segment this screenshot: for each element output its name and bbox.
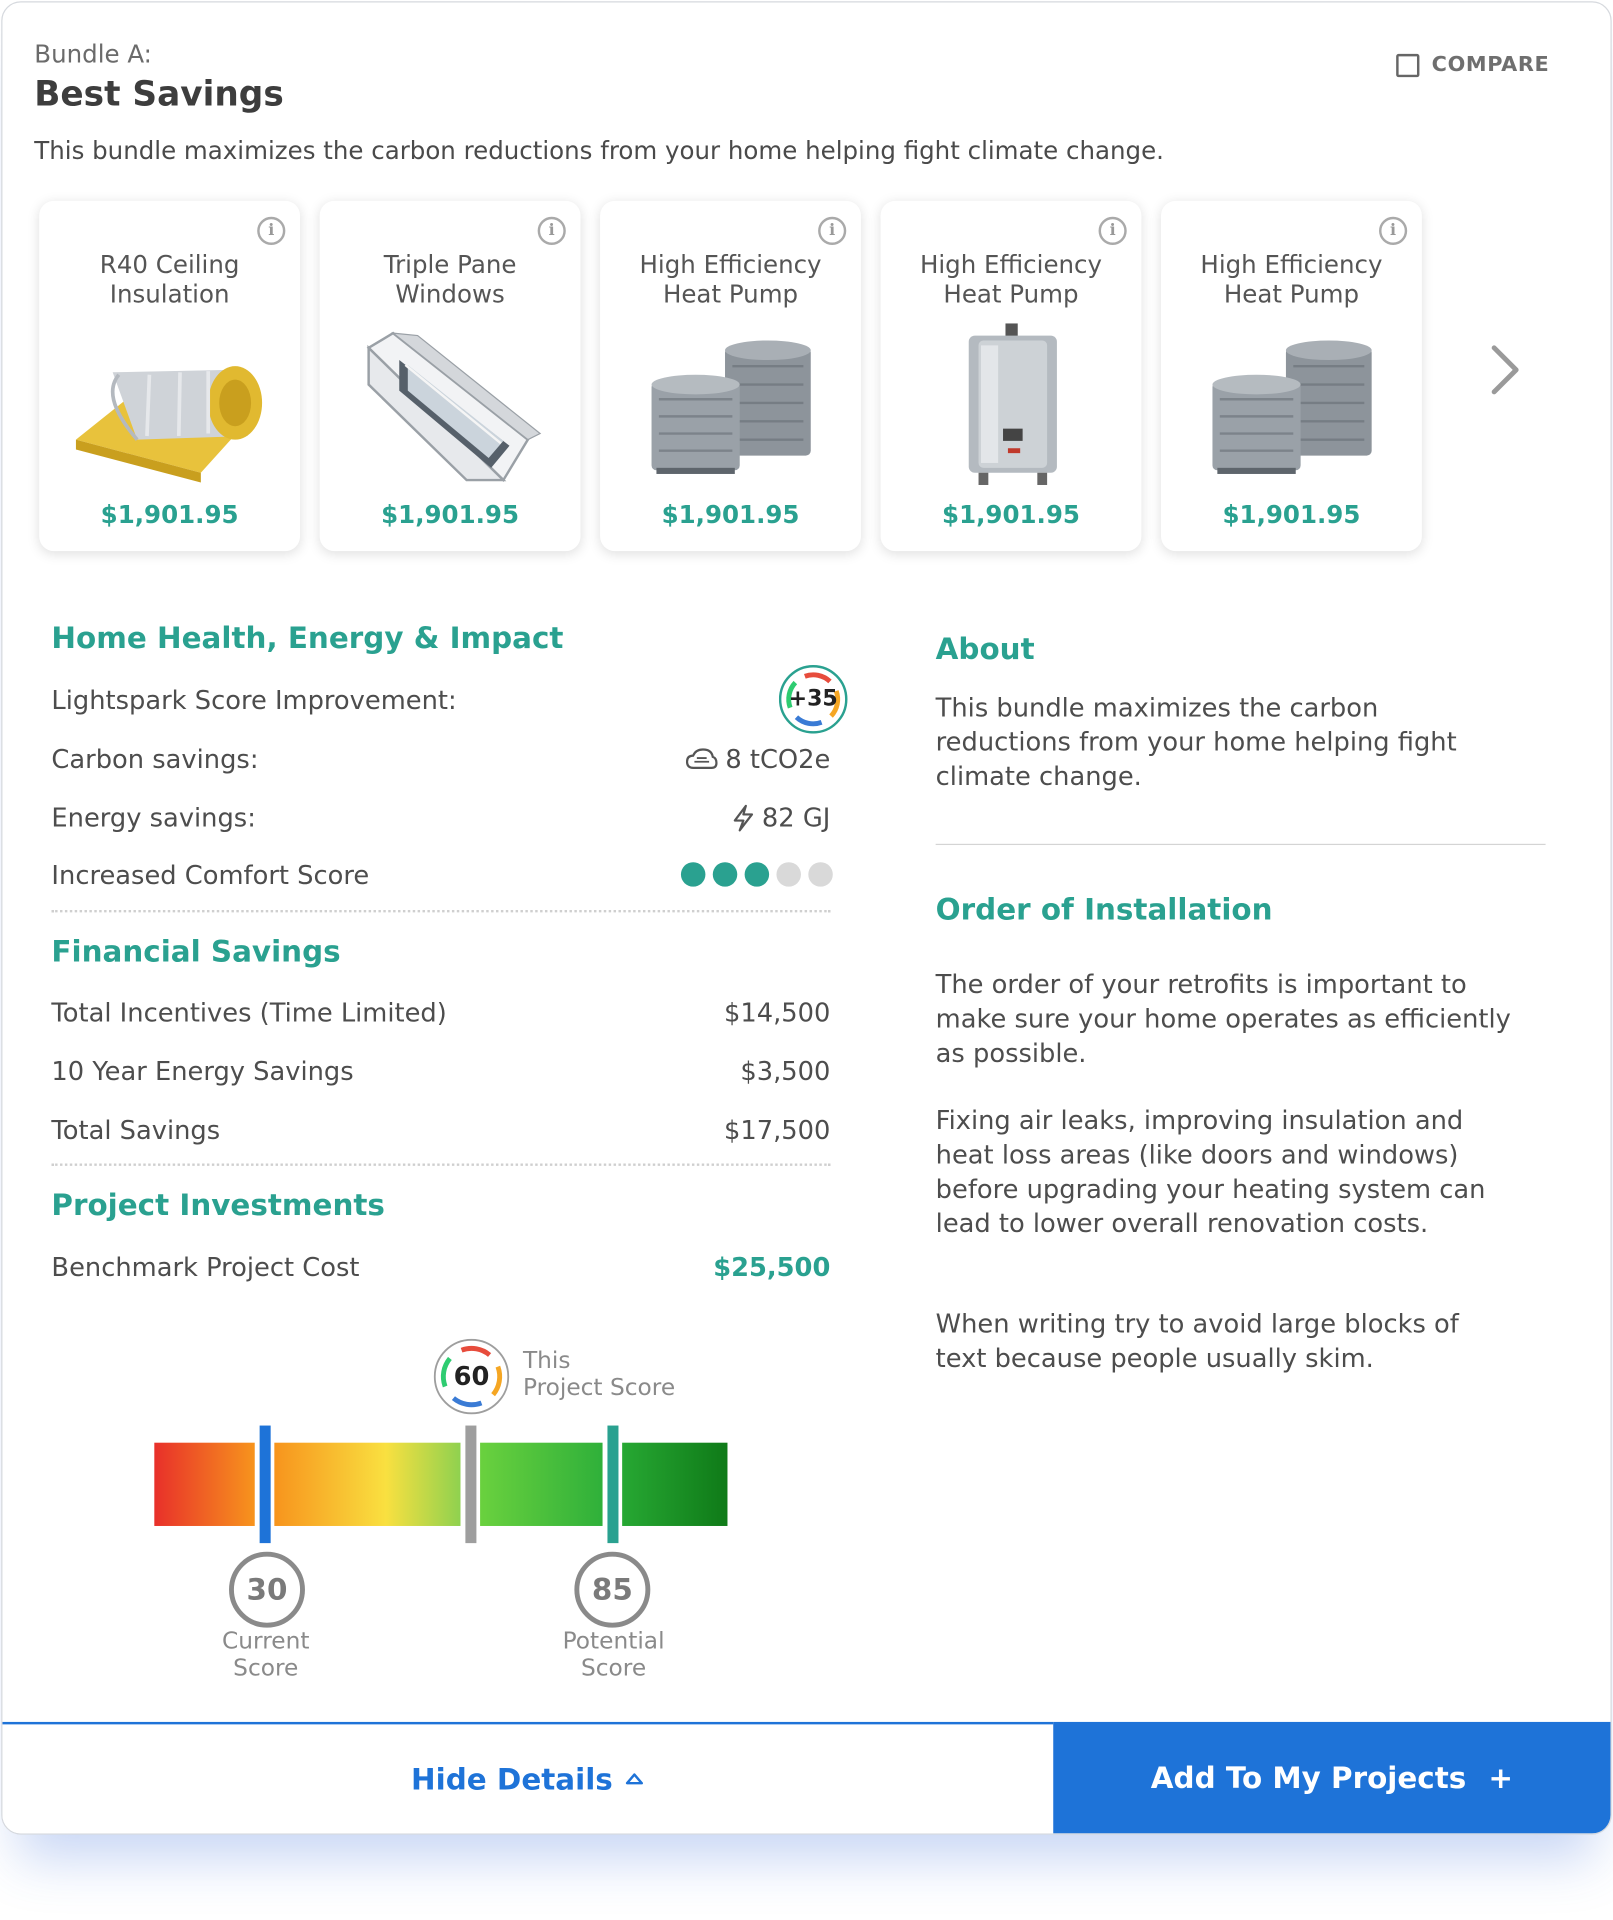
comfort-dot-filled (713, 862, 737, 886)
bundle-label: Bundle A: (34, 39, 152, 69)
project-score-label: Project Score (522, 1374, 676, 1402)
lightning-icon (733, 805, 755, 832)
product-card[interactable] (881, 201, 1142, 551)
energy-savings-label: 10 Year Energy Savings (51, 1056, 354, 1087)
add-to-projects-button[interactable] (1053, 1722, 1610, 1833)
product-name: High Efficiency (639, 249, 822, 280)
carbon-value: 8 tCO2e (725, 744, 831, 775)
product-name: High Efficiency (1200, 249, 1383, 280)
product-price: $1,901.95 (661, 499, 800, 530)
energy-savings-value: $3,500 (740, 1056, 831, 1087)
comfort-dot-empty (808, 862, 832, 886)
incentives-value: $14,500 (723, 998, 831, 1028)
potential-score-value: 85 (574, 1552, 650, 1628)
product-card[interactable] (320, 201, 581, 551)
product-price: $1,901.95 (942, 499, 1080, 530)
carbon-label: Carbon savings: (51, 744, 259, 775)
tankless-water-heater-icon (905, 323, 1117, 488)
add-to-projects-label: Add To My Projects (1150, 1760, 1467, 1795)
caret-up-icon (625, 1772, 645, 1787)
info-icon[interactable]: i (1099, 217, 1127, 245)
comfort-dot-empty (776, 862, 800, 886)
comfort-label: Increased Comfort Score (51, 860, 370, 891)
benchmark-cost-value: $25,500 (713, 1252, 831, 1283)
product-name: Triple Pane (383, 249, 517, 280)
comfort-dot-filled (745, 862, 769, 886)
current-score-label: Score (233, 1654, 299, 1682)
about-heading: About (935, 631, 1035, 667)
installation-heading: Order of Installation (935, 892, 1273, 928)
investments-heading: Project Investments (51, 1187, 385, 1223)
product-name: Heat Pump (1223, 279, 1360, 309)
impact-heading: Home Health, Energy & Impact (51, 620, 564, 656)
heat-pump-units-icon (1186, 323, 1398, 488)
product-name: R40 Ceiling (99, 249, 240, 280)
project-score-label: This (522, 1347, 571, 1375)
current-score-label: Current (222, 1627, 310, 1655)
plus-icon: + (1488, 1760, 1513, 1795)
current-score-value: 30 (229, 1552, 305, 1628)
window-frame-icon (344, 323, 556, 488)
compare-label: COMPARE (1431, 52, 1550, 78)
hide-details-button[interactable] (2, 1722, 1053, 1833)
heat-pump-units-icon (625, 323, 837, 488)
product-card[interactable] (1161, 201, 1422, 551)
bundle-title: Best Savings (34, 73, 284, 114)
divider (936, 844, 1546, 845)
installation-paragraph: The order of your retrofits is important to make sure your home operates as efficiently as possible. (935, 969, 1511, 1068)
info-icon[interactable]: i (1379, 217, 1407, 245)
product-card[interactable] (39, 201, 300, 551)
bundle-card (1, 1, 1611, 1834)
potential-score-label: Score (580, 1654, 647, 1682)
compare-toggle[interactable] (1396, 53, 1549, 77)
about-text: This bundle maximizes the carbon reductions from your home helping fight climate change. (935, 693, 1457, 792)
incentives-label: Total Incentives (Time Limited) (51, 998, 447, 1028)
product-name: Heat Pump (943, 279, 1079, 309)
product-name: Heat Pump (662, 279, 799, 309)
compare-checkbox[interactable] (1396, 53, 1419, 76)
product-name: High Efficiency (919, 249, 1103, 280)
product-price: $1,901.95 (381, 499, 520, 530)
benchmark-cost-label: Benchmark Project Cost (51, 1252, 360, 1283)
installation-paragraph: When writing try to avoid large blocks of text because people usually skim. (935, 1309, 1459, 1373)
info-icon[interactable]: i (818, 217, 846, 245)
product-card[interactable] (600, 201, 861, 551)
financial-heading: Financial Savings (51, 934, 341, 969)
comfort-dot-filled (681, 862, 705, 886)
total-savings-value: $17,500 (723, 1115, 831, 1146)
divider (51, 910, 830, 912)
energy-value: 82 GJ (761, 803, 831, 833)
divider (51, 1163, 830, 1165)
score-improvement-label: Lightspark Score Improvement: (51, 685, 457, 716)
insulation-roll-icon (64, 323, 276, 488)
total-savings-label: Total Savings (51, 1115, 221, 1146)
product-name: Windows (395, 279, 505, 309)
project-score-value: 60 (453, 1361, 490, 1392)
energy-label: Energy savings: (51, 803, 256, 833)
hide-details-label: Hide Details (411, 1761, 613, 1797)
product-price: $1,901.95 (1222, 499, 1361, 530)
score-improvement-value: +35 (788, 685, 838, 712)
potential-score-label: Potential (562, 1627, 665, 1655)
cloud-icon (686, 747, 718, 771)
installation-paragraph: Fixing air leaks, improving insulation and heat loss areas (like doors and windows) before upgrading your heating system can lead to lower overall renovation costs. (935, 1105, 1486, 1239)
product-name: Insulation (109, 279, 230, 309)
product-price: $1,901.95 (100, 499, 239, 530)
info-icon[interactable]: i (257, 217, 285, 245)
chevron-right-icon[interactable] (1487, 343, 1524, 397)
info-icon[interactable]: i (538, 217, 566, 245)
comfort-score-dots (664, 862, 833, 891)
bundle-description: This bundle maximizes the carbon reductions from your home helping fight climate change. (34, 135, 1164, 166)
